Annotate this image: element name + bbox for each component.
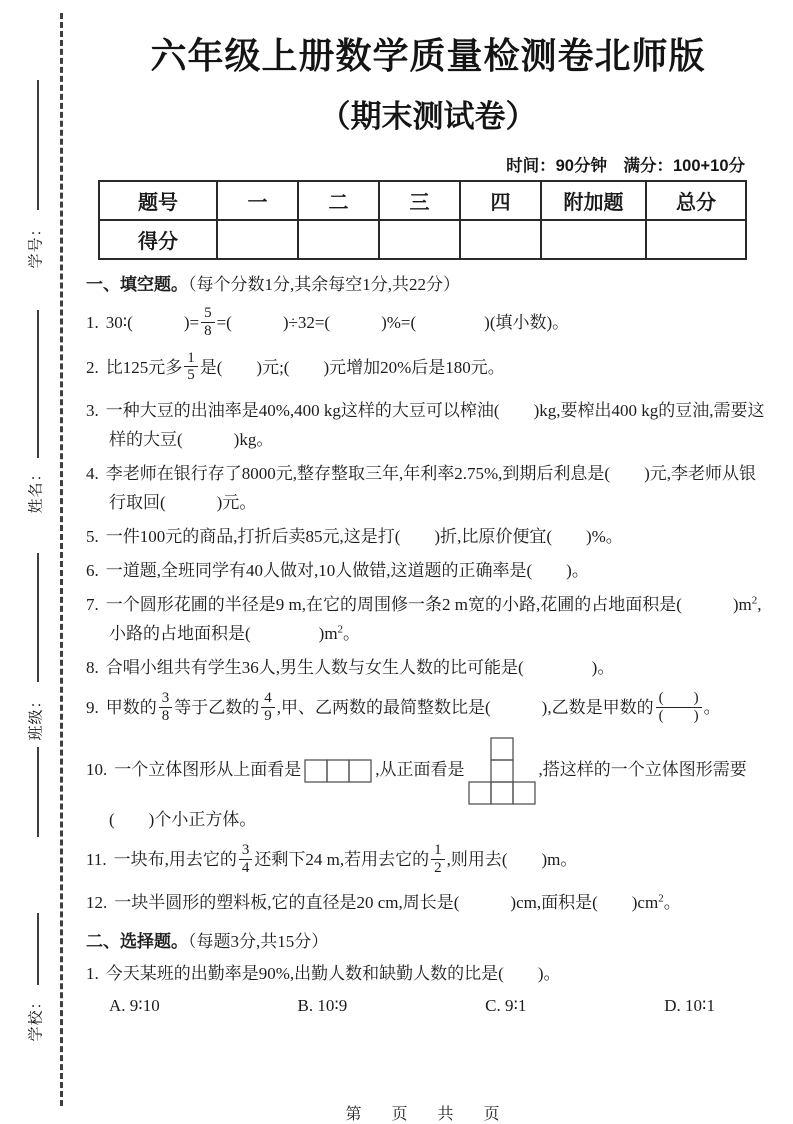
question-text: ,则用去( )m。: [446, 849, 578, 869]
score-cell: [217, 220, 298, 259]
question-text: 是( )元;( )元增加20%后是180元。: [199, 357, 505, 377]
choice-option: A. 9∶10: [109, 996, 160, 1016]
superscript: 2: [658, 892, 664, 905]
question-text: 一件100元的商品,打折后卖85元,这是打( )折,比原价便宜( )%。: [105, 527, 623, 547]
score-cell: [298, 220, 379, 259]
paper-title: 六年级上册数学质量检测卷北师版: [150, 35, 706, 76]
question: [86, 590, 770, 648]
paper-subtitle: （期末测试卷）: [319, 99, 537, 134]
page-footer: 第 页 共 页: [345, 1106, 507, 1123]
student-id-label: 学号：: [28, 220, 45, 269]
score-cell: [379, 220, 460, 259]
score-header-cell: 一: [217, 181, 298, 220]
section-fill-in-heading: [86, 273, 770, 297]
front-view-boxes-figure: [468, 737, 536, 805]
score-table: [98, 180, 747, 260]
question: [86, 888, 770, 917]
choice-questions: [86, 959, 770, 1019]
question: [86, 459, 770, 517]
question-number: 12.: [86, 893, 108, 913]
score-header-cell: 三: [379, 181, 460, 220]
fill-in-questions: [86, 307, 770, 917]
choice-option: D. 10∶1: [664, 996, 715, 1016]
question-number: 6.: [86, 561, 99, 581]
score-cell: [460, 220, 541, 259]
section-note: （每个分数1分,其余每空1分,共22分）: [188, 275, 460, 294]
question: [86, 653, 770, 682]
question-text: 一道题,全班同学有40人做对,10人做错,这道题的正确率是( )。: [105, 561, 589, 581]
question-number: 9.: [86, 698, 99, 718]
question-text: ,甲、乙两数的最简整数比是( ),乙数是甲数的: [276, 698, 654, 718]
score-cell: [541, 220, 646, 259]
question-number: 11.: [86, 849, 107, 869]
fraction: $\frac{1}{5}$: [184, 350, 198, 385]
question-text: 30∶( )=: [105, 313, 200, 333]
score-header-cell: 题号: [99, 181, 217, 220]
choice-options: [86, 993, 715, 1019]
question: [86, 396, 770, 454]
question-text: 。: [343, 624, 361, 644]
question-text: ,小路的占地面积是( )m: [109, 595, 762, 644]
school-label: 学校：: [28, 993, 45, 1042]
question-text: 甲数的: [105, 698, 157, 718]
score-header-cell: 总分: [646, 181, 746, 220]
question-number: 5.: [86, 527, 99, 547]
fraction: $\frac{4}{9}$: [261, 690, 275, 725]
superscript: 2: [751, 594, 758, 607]
question-number: 8.: [86, 658, 99, 678]
school-blank-line: [37, 747, 39, 837]
question-number: 7.: [86, 595, 99, 615]
score-table-header-row: [99, 181, 746, 220]
question: [86, 556, 770, 585]
question-text: =( )÷32=( )%=( )(填小数)。: [216, 313, 570, 333]
question-text: 还剩下24 m,若用去它的: [254, 849, 430, 869]
question-text: 一个立体图形从上面看是: [114, 759, 302, 779]
question-number: 2.: [86, 357, 99, 377]
question-text: 一种大豆的出油率是40%,400 kg这样的大豆可以榨油( )kg,要榨出400 kg的豆油,需要这样的大豆( )kg。: [105, 401, 765, 450]
exam-info: 时间：90分钟 满分：100+10分: [506, 157, 745, 175]
question: [86, 737, 770, 834]
superscript: 2: [337, 623, 344, 636]
top-view-boxes-figure: [304, 759, 372, 783]
school-blank-line: [37, 913, 39, 985]
question-text: 比125元多: [105, 357, 183, 377]
question-text: 李老师在银行存了8000元,整存整取三年,年利率2.75%,到期后利息是( )元,李老师从银行取回( )元。: [105, 464, 756, 513]
exam-paper: [86, 20, 770, 1123]
question-text: 一个圆形花圃的半径是9 m,在它的周围修一条2 m宽的小路,花圃的占地面积是( )m: [105, 595, 752, 615]
question-text: 。: [703, 698, 721, 718]
question-number: 3.: [86, 401, 99, 421]
score-header-cell: 二: [298, 181, 379, 220]
question-text: 。: [663, 893, 681, 913]
section-choice-heading: [86, 930, 770, 954]
score-row-label: 得分: [99, 220, 217, 259]
score-header-cell: 附加题: [541, 181, 646, 220]
question-text: 今天某班的出勤率是90%,出勤人数和缺勤人数的比是( )。: [105, 964, 561, 984]
question-text: ,搭这样的一个立体图形需要( )个小正方体。: [109, 759, 747, 829]
class-label: 班级：: [28, 692, 45, 741]
question-number: 1.: [86, 964, 99, 984]
question-number: 4.: [86, 464, 99, 484]
section-title: 一、填空题。: [86, 275, 188, 294]
question-number: 1.: [86, 313, 99, 333]
section-title: 二、选择题。: [86, 932, 188, 952]
student-id-blank-line: [37, 80, 39, 210]
question: [86, 692, 770, 727]
fraction: $\frac{5}{8}$: [201, 305, 215, 340]
class-blank-line: [37, 553, 39, 682]
choice-option: B. 10∶9: [297, 996, 348, 1016]
choice-option: C. 9∶1: [485, 996, 527, 1016]
question-text: 一块布,用去它的: [113, 849, 237, 869]
question-text: ,从正面看是: [375, 759, 465, 779]
question: [86, 349, 770, 387]
question: [86, 307, 770, 342]
score-table-value-row: [99, 220, 746, 259]
fraction: $\frac{3}{4}$: [239, 842, 253, 877]
question: [86, 522, 770, 551]
name-label: 姓名：: [28, 465, 45, 514]
name-blank-line: [37, 310, 39, 458]
question-text: 一块半圆形的塑料板,它的直径是20 cm,周长是( )cm,面积是( )cm: [114, 893, 659, 913]
question-text: 等于乙数的: [174, 698, 260, 718]
question-number: 10.: [86, 759, 108, 779]
question-text: 合唱小组共有学生36人,男生人数与女生人数的比可能是( )。: [105, 658, 615, 678]
score-header-cell: 四: [460, 181, 541, 220]
section-note: （每题3分,共15分）: [188, 932, 329, 952]
binding-fold-line: [60, 13, 63, 1106]
fraction: $\frac{( )}{( )}$: [656, 690, 702, 725]
score-cell: [646, 220, 746, 259]
question: [86, 841, 770, 879]
question: [86, 959, 770, 988]
fraction: $\frac{1}{2}$: [431, 842, 445, 877]
fraction: $\frac{3}{8}$: [159, 690, 173, 725]
